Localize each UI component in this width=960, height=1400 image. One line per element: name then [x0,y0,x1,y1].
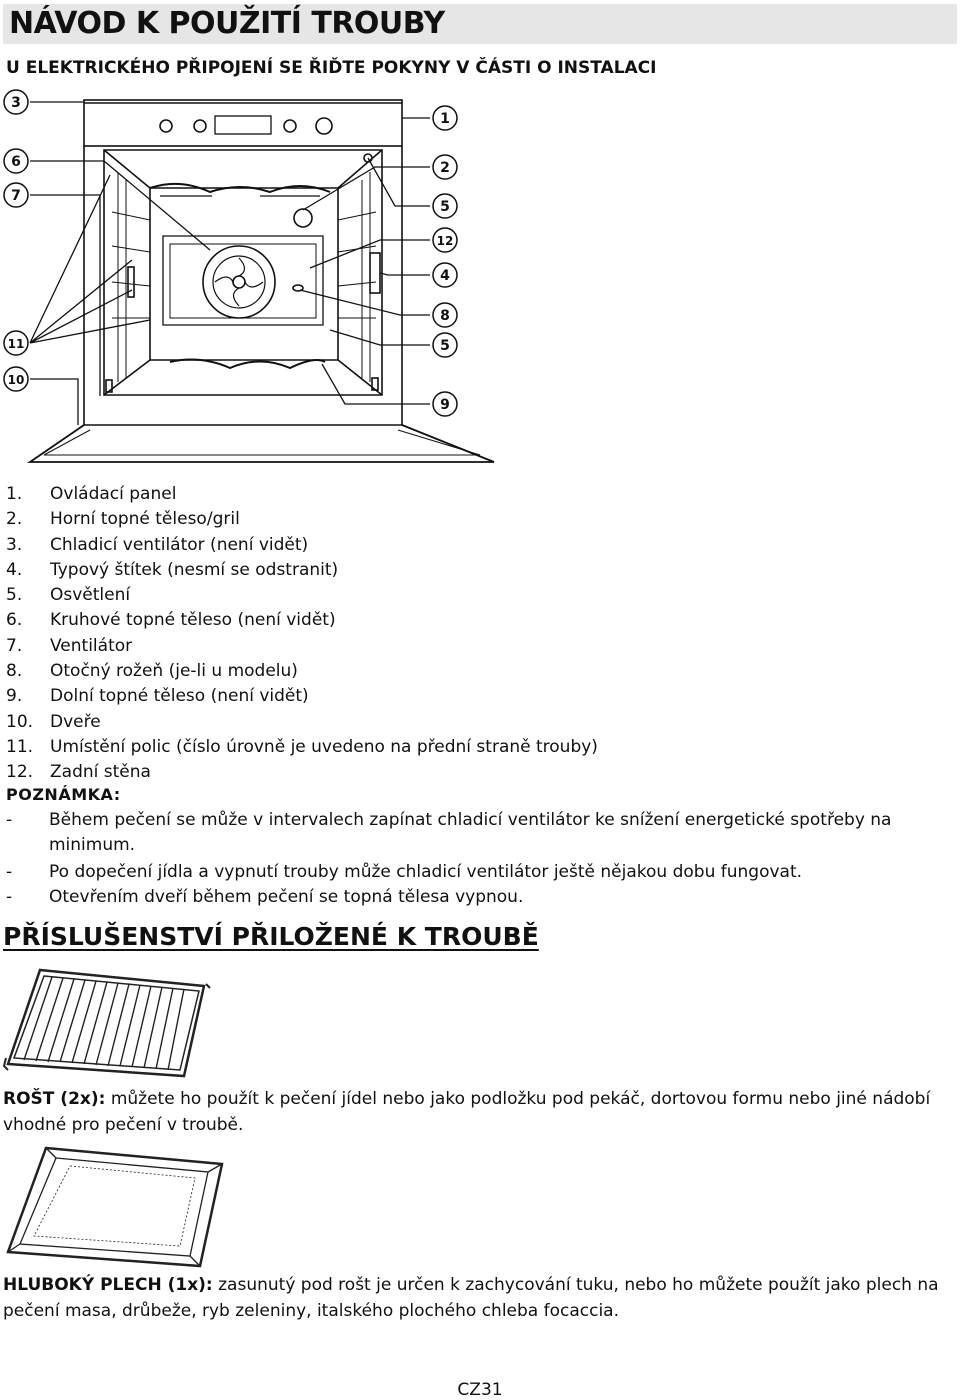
note-item: - Během pečení se může v intervalech zapínat chladicí ventilátor ke snížení energetické spotřeby na minimum. [6,810,892,855]
callout-9-icon [433,392,457,416]
parts-list [6,482,598,786]
svg-text:10: 10 [7,373,25,387]
callout-4-icon [433,263,457,287]
svg-text:7: 7 [11,188,21,204]
list-item: 12. Zadní stěna [6,762,151,783]
svg-text:6: 6 [11,154,21,170]
svg-text:3: 3 [11,95,21,111]
callout-7-icon [4,183,28,207]
list-item: 6. Kruhové topné těleso (není vidět) [6,610,336,631]
list-item: 3. Chladicí ventilátor (není vidět) [6,534,309,555]
page-subtitle: U ELEKTRICKÉHO PŘIPOJENÍ SE ŘIĎTE POKYNY V ČÁSTI O INSTALACI [6,58,657,78]
control-panel [84,100,402,146]
list-item: 1. Ovládací panel [6,484,177,504]
callout-5b-icon [433,333,457,357]
oven-diagram [0,86,520,471]
list-item: 11. Umístění polic (číslo úrovně je uvedeno na přední straně trouby) [6,736,598,757]
svg-text:4: 4 [440,268,450,284]
note-heading: POZNÁMKA: [6,785,121,804]
svg-text:5: 5 [440,338,450,354]
svg-text:9: 9 [440,397,450,413]
list-item: 10. Dveře [6,711,101,732]
deep-tray-image [0,1142,240,1272]
callout-2-icon [433,155,457,179]
svg-text:1: 1 [440,111,450,127]
tray-description: HLUBOKÝ PLECH (1x): zasunutý pod rošt je určen k zachycování tuku, nebo ho můžete použít jako plech na pečení masa, drůbeže, ryb zeleniny, italského plochého chleba focaccia. [3,1275,939,1321]
svg-text:12: 12 [436,234,454,248]
svg-text:5: 5 [440,199,450,215]
accessories-heading: PŘÍSLUŠENSTVÍ PŘILOŽENÉ K TROUBĚ [3,922,539,951]
list-item: 2. Horní topné těleso/gril [6,509,240,530]
page-title: NÁVOD K POUŽITÍ TROUBY [9,6,445,41]
note-item: - Otevřením dveří během pečení se topná tělesa vypnou. [6,887,524,907]
rack-description: ROŠT (2x): můžete ho použít k pečení jídel nebo jako podložku pod pekáč, dortovou formu nebo jiné nádobí vhodné pro pečení v troubě. [3,1089,931,1135]
page-number: CZ31 [457,1380,503,1400]
list-item: 8. Otočný rožeň (je-li u modelu) [6,661,298,682]
callout-5-icon [433,194,457,218]
oven-rack-image [0,966,230,1084]
note-item: - Po dopečení jídla a vypnutí trouby může chladicí ventilátor ještě nějakou dobu fungovat. [6,862,803,882]
callout-3-icon [4,90,28,114]
list-item: 5. Osvětlení [6,585,131,606]
svg-text:11: 11 [7,337,25,351]
svg-text:2: 2 [440,160,450,176]
callout-1-icon [433,106,457,130]
callout-12-icon [433,228,457,252]
callout-10-icon [4,367,28,391]
list-item: 7. Ventilátor [6,635,133,656]
list-item: 4. Typový štítek (nesmí se odstranit) [6,559,339,580]
callout-11-icon [4,331,28,355]
svg-text:8: 8 [440,308,450,324]
list-item: 9. Dolní topné těleso (není vidět) [6,686,309,707]
callout-6-icon [4,149,28,173]
callout-8-icon [433,303,457,327]
